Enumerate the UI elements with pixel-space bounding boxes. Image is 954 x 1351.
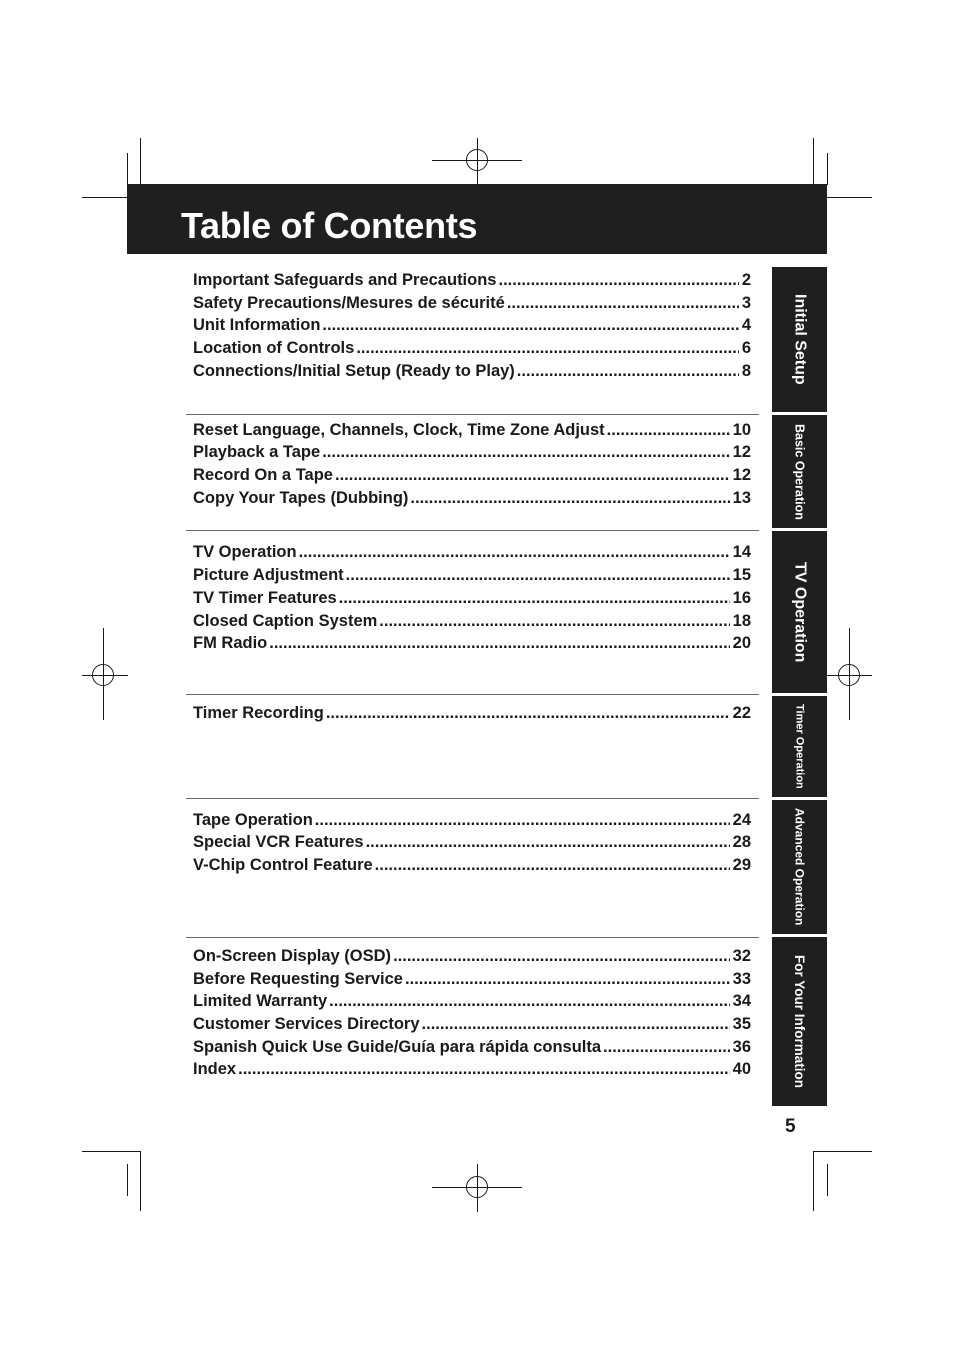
toc-entry-page: 18 — [732, 612, 751, 630]
tab-for-your-information[interactable] — [772, 937, 827, 1106]
toc-entry[interactable] — [193, 945, 751, 967]
toc-entry-label: Special VCR Features — [193, 833, 364, 851]
dot-leader — [498, 269, 738, 291]
toc-entry-label: Customer Services Directory — [193, 1015, 420, 1033]
toc-entry[interactable] — [193, 314, 751, 336]
dot-leader — [326, 702, 730, 724]
toc-entry-page: 4 — [741, 316, 751, 334]
tab-basic-operation[interactable] — [772, 415, 827, 528]
toc-entry[interactable] — [193, 809, 751, 831]
toc-entry[interactable] — [193, 632, 751, 654]
dot-leader — [329, 990, 729, 1012]
toc-entry-label: FM Radio — [193, 634, 268, 652]
toc-entry-label: Limited Warranty — [193, 992, 328, 1010]
toc-entry-page: 12 — [732, 466, 751, 484]
toc-entry-page: 12 — [732, 443, 751, 461]
toc-entry[interactable] — [193, 610, 751, 632]
tab-timer-operation[interactable] — [772, 696, 827, 797]
toc-entry-page: 3 — [741, 294, 751, 312]
toc-entry-page: 8 — [741, 362, 751, 380]
toc-entry[interactable] — [193, 1058, 751, 1080]
dot-leader — [238, 1058, 730, 1080]
tab-tv-operation[interactable] — [772, 531, 827, 693]
toc-entry-page: 14 — [732, 543, 751, 561]
toc-entry-label: Unit Information — [193, 316, 321, 334]
toc-section-for-your-information — [186, 937, 759, 1098]
toc-section-tv-operation — [186, 530, 759, 686]
toc-entry[interactable] — [193, 854, 751, 876]
toc-entry-label: Closed Caption System — [193, 612, 378, 630]
toc-entry-label: TV Timer Features — [193, 589, 337, 607]
toc-entry-page: 36 — [732, 1038, 751, 1056]
toc-entry[interactable] — [193, 441, 751, 463]
toc-entry-page: 34 — [732, 992, 751, 1010]
toc-entry[interactable] — [193, 564, 751, 586]
toc-entry-page: 15 — [732, 566, 751, 584]
toc-entry-label: Before Requesting Service — [193, 970, 403, 988]
tab-label: Basic Operation — [792, 423, 807, 520]
dot-leader — [346, 564, 730, 586]
toc-entry-label: Reset Language, Channels, Clock, Time Zone Adjust — [193, 421, 605, 439]
toc-entry[interactable] — [193, 269, 751, 291]
toc-entry[interactable] — [193, 337, 751, 359]
toc-entry-label: V-Chip Control Feature — [193, 856, 373, 874]
toc-entry[interactable] — [193, 419, 751, 441]
dot-leader — [603, 1036, 730, 1058]
toc-entry-page: 10 — [732, 421, 751, 439]
dot-leader — [315, 809, 730, 831]
toc-entry[interactable] — [193, 1036, 751, 1058]
toc-entry-label: Connections/Initial Setup (Ready to Play) — [193, 362, 515, 380]
toc-entry-label: Copy Your Tapes (Dubbing) — [193, 489, 409, 507]
dot-leader — [366, 831, 730, 853]
toc-entry-page: 2 — [741, 271, 751, 289]
dot-leader — [375, 854, 730, 876]
toc-entry[interactable] — [193, 587, 751, 609]
dot-leader — [607, 419, 730, 441]
toc-entry-page: 28 — [732, 833, 751, 851]
tab-label: TV Operation — [791, 561, 809, 663]
dot-leader — [322, 441, 729, 463]
toc-entry[interactable] — [193, 702, 751, 724]
title-bar — [127, 184, 827, 254]
toc-entry-label: Tape Operation — [193, 811, 313, 829]
tab-label: For Your Information — [792, 955, 807, 1088]
tab-advanced-operation[interactable] — [772, 800, 827, 934]
toc-entry-page: 20 — [732, 634, 751, 652]
tab-label: Timer Operation — [793, 704, 806, 789]
dot-leader — [517, 360, 739, 382]
toc-entry-label: Playback a Tape — [193, 443, 321, 461]
dot-leader — [299, 541, 730, 563]
toc-entry-page: 6 — [741, 339, 751, 357]
tab-initial-setup[interactable] — [772, 267, 827, 412]
dot-leader — [335, 464, 730, 486]
toc-entry-page: 24 — [732, 811, 751, 829]
toc-section-initial-setup — [186, 267, 759, 407]
toc-entry[interactable] — [193, 292, 751, 314]
dot-leader — [269, 632, 729, 654]
toc-entry[interactable] — [193, 464, 751, 486]
toc-entry-page: 16 — [732, 589, 751, 607]
toc-entry-page: 40 — [732, 1060, 751, 1078]
toc-entry-label: TV Operation — [193, 543, 297, 561]
toc-section-advanced-operation — [186, 798, 759, 931]
dot-leader — [410, 487, 729, 509]
toc-entry[interactable] — [193, 831, 751, 853]
toc-entry-page: 35 — [732, 1015, 751, 1033]
dot-leader — [339, 587, 730, 609]
dot-leader — [322, 314, 738, 336]
dot-leader — [507, 292, 739, 314]
toc-entry-label: Index — [193, 1060, 237, 1078]
toc-entry-label: Location of Controls — [193, 339, 355, 357]
tab-label: Initial Setup — [791, 294, 809, 385]
dot-leader — [422, 1013, 730, 1035]
toc-entry-label: Record On a Tape — [193, 466, 333, 484]
toc-entry[interactable] — [193, 1013, 751, 1035]
toc-entry-page: 32 — [732, 947, 751, 965]
dot-leader — [356, 337, 738, 359]
toc-entry[interactable] — [193, 541, 751, 563]
toc-entry-label: Picture Adjustment — [193, 566, 344, 584]
dot-leader — [393, 945, 730, 967]
toc-entry-page: 22 — [732, 704, 751, 722]
toc-entry[interactable] — [193, 968, 751, 990]
dot-leader — [405, 968, 730, 990]
toc-entry-label: Safety Precautions/Mesures de sécurité — [193, 294, 505, 312]
toc-entry-page: 29 — [732, 856, 751, 874]
page-title: Table of Contents — [181, 205, 478, 246]
toc-entry-page: 13 — [732, 489, 751, 507]
toc-entry-label: Spanish Quick Use Guide/Guía para rápida consulta — [193, 1038, 602, 1056]
toc-entry-label: Timer Recording — [193, 704, 324, 722]
toc-entry-page: 33 — [732, 970, 751, 988]
toc-entry-label: On-Screen Display (OSD) — [193, 947, 392, 965]
toc-section-timer-operation — [186, 694, 759, 795]
toc-entry[interactable] — [193, 360, 751, 382]
dot-leader — [379, 610, 729, 632]
toc-entry-label: Important Safeguards and Precautions — [193, 271, 497, 289]
toc-entry[interactable] — [193, 990, 751, 1012]
page-number: 5 — [785, 1116, 796, 1137]
toc-entry[interactable] — [193, 487, 751, 509]
tab-label: Advanced Operation — [792, 808, 807, 926]
toc-section-basic-operation — [186, 414, 759, 525]
